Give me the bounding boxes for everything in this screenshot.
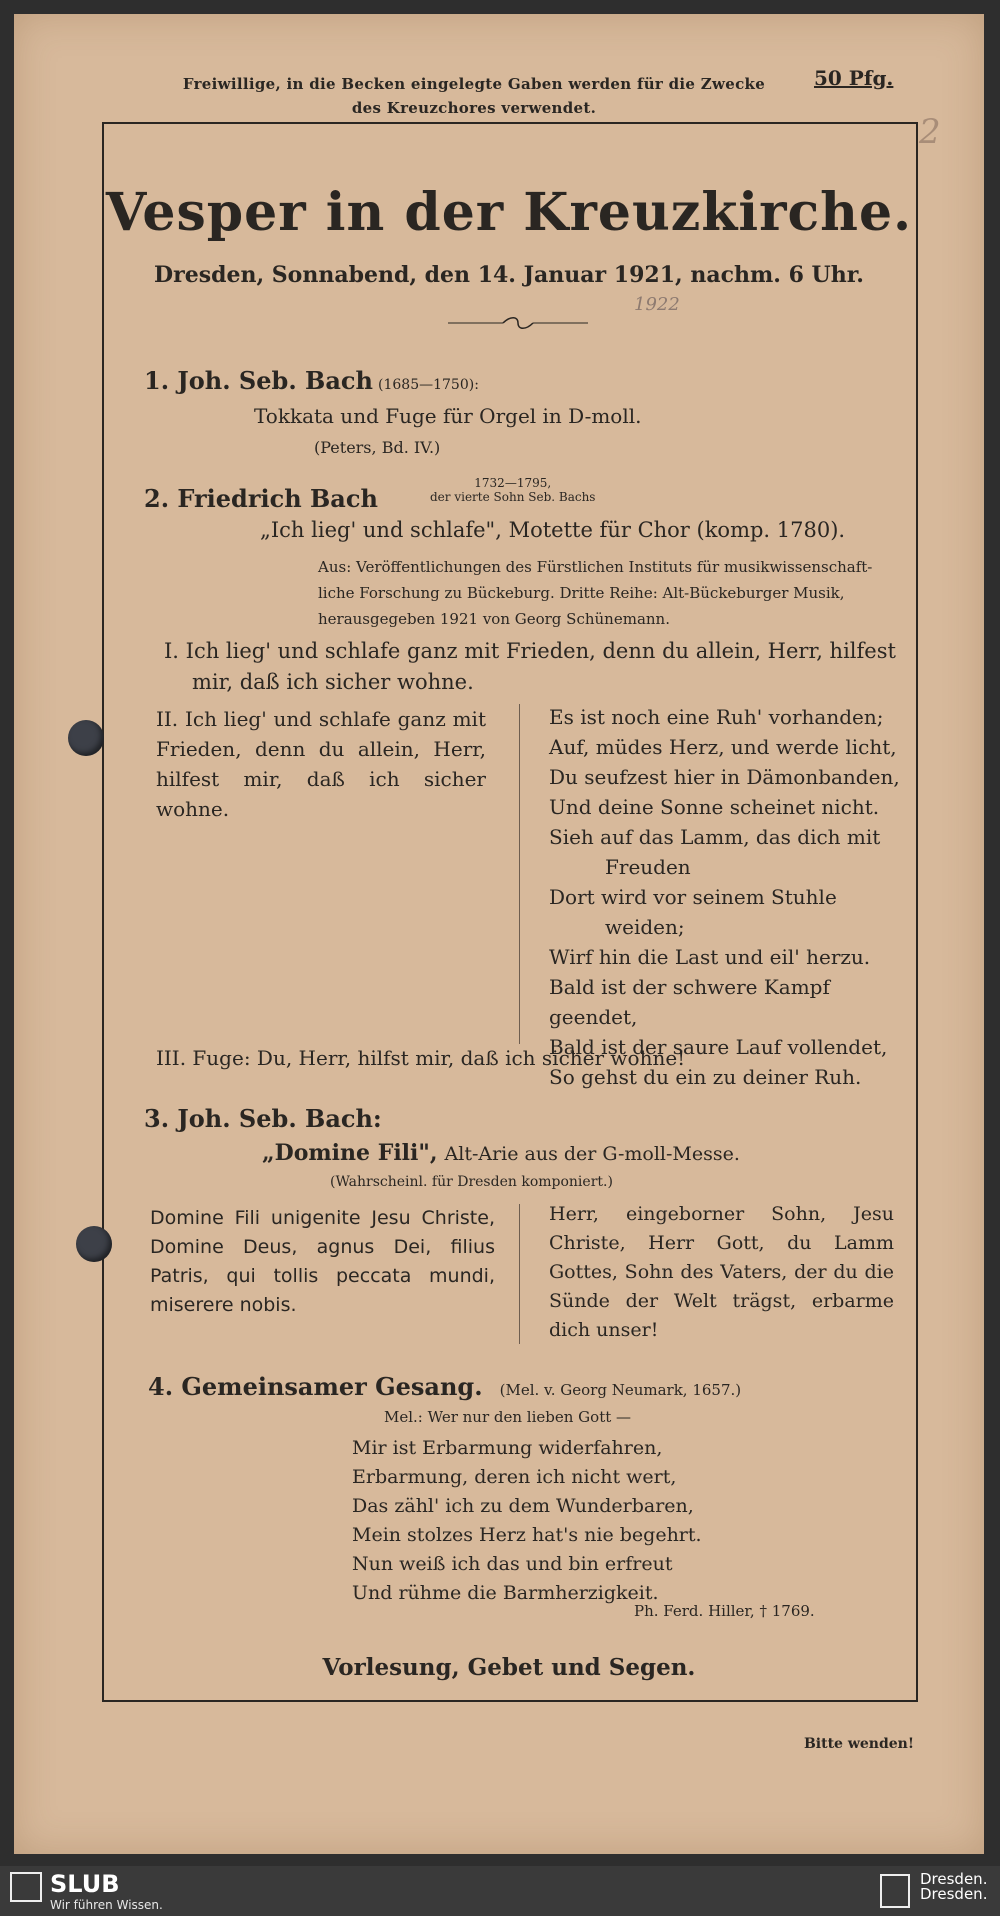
section-2-heading: 2. Friedrich Bach	[144, 484, 378, 513]
pencil-correction: 1922	[634, 294, 680, 315]
dresden-logo[interactable]: Dresden. Dresden.	[920, 1870, 988, 1903]
movement-2-right: Es ist noch eine Ruh' vorhanden; Auf, müdes Herz, und werde licht, Du seufzest hier in Dämonbanden, Und deine Sonne scheinet nicht. Sieh auf das Lamm, das dich mit Freuden Dort wird vor seinem Stuhle weiden; Wirf hin die Last und eil' herzu. Bald ist der schwere Kampf geendet, Bald ist der saure Lauf vollendet, So gehst du ein zu deiner Ruh.	[549, 705, 900, 1089]
section-1-heading: 1. Joh. Seb. Bach (1685—1750):	[144, 366, 479, 395]
handwritten-page-number: 2	[919, 112, 941, 152]
section-2-source: Aus: Veröffentlichungen des Fürstlichen Instituts für musikwissenschaft- liche Forschung zu Bückeburg. Dritte Reihe: Alt-Bückeburger Musik, herausgegeben 1921 von Georg Schünemann.	[318, 558, 873, 628]
section-2-work: „Ich lieg' und schlafe", Motette für Chor (komp. 1780).	[260, 518, 846, 542]
section-4-heading: 4. Gemeinsamer Gesang. (Mel. v. Georg Neumark, 1657.)	[148, 1372, 742, 1401]
page-title: Vesper in der Kreuzkirche.	[105, 182, 913, 243]
donation-notice: Freiwillige, in die Becken eingelegte Gaben werden für die Zwecke des Kreuzchores verwendet.	[182, 75, 766, 117]
punch-hole	[68, 720, 104, 756]
ornament-divider	[448, 314, 588, 332]
section-3-heading: 3. Joh. Seb. Bach:	[144, 1104, 382, 1133]
punch-hole	[76, 1226, 112, 1262]
turn-page-note: Bitte wenden!	[803, 1736, 914, 1752]
slub-tagline: Wir führen Wissen.	[50, 1898, 163, 1912]
section-1-work: Tokkata und Fuge für Orgel in D-moll.	[254, 404, 642, 428]
slub-logo-icon	[10, 1872, 42, 1902]
section-3-note: (Wahrscheinl. für Dresden komponiert.)	[330, 1174, 613, 1190]
section-2-dates: 1732—1795, der vierte Sohn Seb. Bachs	[430, 476, 596, 504]
program-sheet	[14, 14, 984, 1854]
slub-brand[interactable]: SLUB	[50, 1870, 120, 1898]
hymn-verse: Mir ist Erbarmung widerfahren, Erbarmung, deren ich nicht wert, Das zähl' ich zu dem Wunderbaren, Mein stolzes Herz hat's nie begehrt. Nun weiß ich das und bin erfreut Und rühme die Barmherzigkeit.	[352, 1437, 702, 1604]
movement-1: I. Ich lieg' und schlafe ganz mit Frieden, denn du allein, Herr, hilfest mir, daß ich sicher wohne.	[164, 639, 896, 694]
closing-line: Vorlesung, Gebet und Segen.	[322, 1654, 696, 1681]
movement-2-left: II. Ich lieg' und schlafe ganz mit Frieden, denn du allein, Herr, hilfest mir, daß ich sicher wohne.	[156, 707, 486, 821]
german-text: Herr, eingeborner Sohn, Jesu Christe, Herr Gott, du Lamm Gottes, Sohn des Vaters, der du die Sünde der Welt trägst, erbarme dich unser!	[549, 1203, 894, 1341]
column-divider	[519, 1204, 520, 1344]
column-divider	[519, 704, 520, 1044]
section-1-edition: (Peters, Bd. IV.)	[314, 438, 441, 457]
hymn-author: Ph. Ferd. Hiller, † 1769.	[634, 1602, 815, 1620]
melody-line: Mel.: Wer nur den lieben Gott —	[384, 1408, 632, 1426]
section-3-work: „Domine Fili", Alt-Arie aus der G-moll-Messe.	[262, 1140, 740, 1166]
date-line: Dresden, Sonnabend, den 14. Januar 1921, nachm. 6 Uhr.	[154, 262, 864, 288]
price-label: 50 Pfg.	[814, 66, 894, 90]
movement-3: III. Fuge: Du, Herr, hilfst mir, daß ich sicher wohne!	[156, 1046, 686, 1070]
dresden-crest-icon	[880, 1874, 910, 1908]
viewer-footer	[0, 1866, 1000, 1916]
latin-text: Domine Fili unigenite Jesu Christe, Domine Deus, agnus Dei, filius Patris, qui tollis peccata mundi, miserere nobis.	[150, 1207, 495, 1316]
